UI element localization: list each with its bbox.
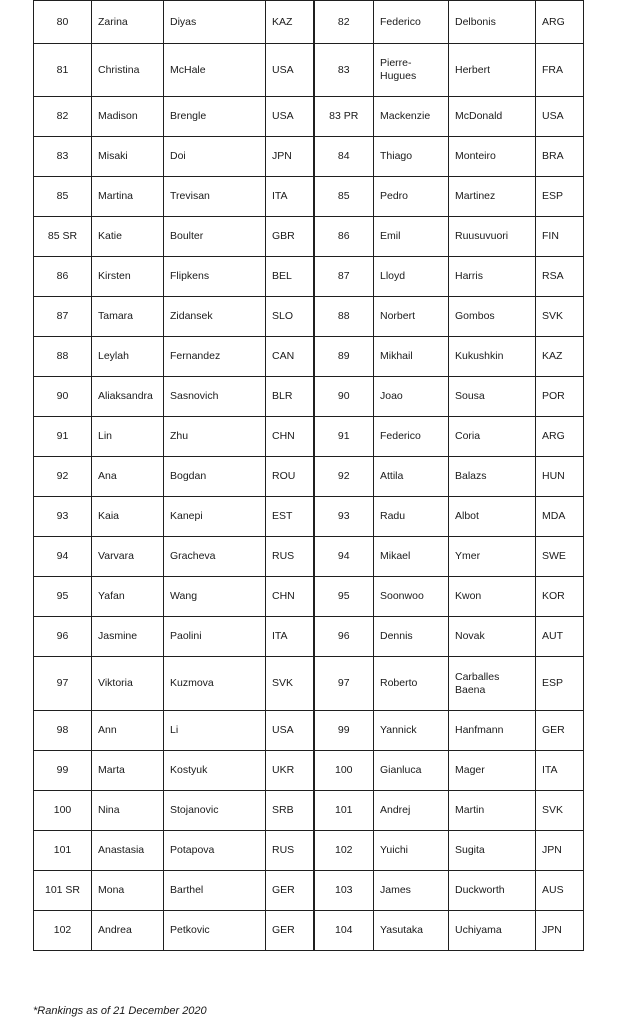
men-last-name-cell: Mager [449,751,536,791]
men-first-name-cell: Pedro [374,177,449,217]
men-first-name-cell: Thiago [374,137,449,177]
men-country-cell: BRA [536,137,584,177]
men-country-cell: ITA [536,751,584,791]
men-rank-cell: 91 [314,417,374,457]
table-row [34,97,584,137]
men-first-name-cell: Federico [374,1,449,44]
women-first-name-cell: Kirsten [92,257,164,297]
men-first-name-cell: Yuichi [374,831,449,871]
men-country-cell: SVK [536,297,584,337]
women-last-name-cell: Kuzmova [164,657,266,711]
table-row [34,657,584,711]
rankings-table-container [33,0,583,951]
men-country-cell: POR [536,377,584,417]
men-first-name-cell: Roberto [374,657,449,711]
women-last-name-cell: Petkovic [164,911,266,951]
women-country-cell: CHN [266,577,314,617]
men-first-name-cell: Mikhail [374,337,449,377]
women-first-name-cell: Nina [92,791,164,831]
men-country-cell: ESP [536,657,584,711]
women-rank-cell: 98 [34,711,92,751]
women-rank-cell: 90 [34,377,92,417]
table-row [34,44,584,97]
women-first-name-cell: Anastasia [92,831,164,871]
women-rank-cell: 101 [34,831,92,871]
women-last-name-cell: Wang [164,577,266,617]
women-country-cell: EST [266,497,314,537]
table-row [34,617,584,657]
men-last-name-cell: Albot [449,497,536,537]
table-row [34,137,584,177]
men-rank-cell: 87 [314,257,374,297]
women-country-cell: SRB [266,791,314,831]
men-last-name-cell: Uchiyama [449,911,536,951]
women-country-cell: ITA [266,617,314,657]
women-first-name-cell: Jasmine [92,617,164,657]
men-country-cell: KOR [536,577,584,617]
table-row [34,1,584,44]
men-country-cell: USA [536,97,584,137]
men-last-name-cell: Delbonis [449,1,536,44]
women-country-cell: SVK [266,657,314,711]
table-row [34,537,584,577]
men-first-name-cell: Joao [374,377,449,417]
women-first-name-cell: Leylah [92,337,164,377]
women-country-cell: CAN [266,337,314,377]
men-country-cell: MDA [536,497,584,537]
men-country-cell: RSA [536,257,584,297]
women-first-name-cell: Kaia [92,497,164,537]
women-rank-cell: 86 [34,257,92,297]
men-first-name-cell: Soonwoo [374,577,449,617]
table-row [34,791,584,831]
men-first-name-cell: Attila [374,457,449,497]
men-rank-cell: 86 [314,217,374,257]
men-last-name-cell: McDonald [449,97,536,137]
table-row [34,257,584,297]
women-rank-cell: 97 [34,657,92,711]
women-country-cell: GER [266,871,314,911]
women-rank-cell: 101 SR [34,871,92,911]
table-row [34,497,584,537]
table-row [34,871,584,911]
men-last-name-cell: Hanfmann [449,711,536,751]
women-last-name-cell: Paolini [164,617,266,657]
men-rank-cell: 96 [314,617,374,657]
men-rank-cell: 89 [314,337,374,377]
women-country-cell: RUS [266,831,314,871]
men-last-name-cell: Ruusuvuori [449,217,536,257]
men-last-name-cell: Kwon [449,577,536,617]
women-first-name-cell: Martina [92,177,164,217]
women-country-cell: BLR [266,377,314,417]
women-rank-cell: 80 [34,1,92,44]
women-first-name-cell: Ann [92,711,164,751]
women-first-name-cell: Varvara [92,537,164,577]
men-rank-cell: 100 [314,751,374,791]
women-last-name-cell: Bogdan [164,457,266,497]
women-rank-cell: 87 [34,297,92,337]
women-last-name-cell: Zhu [164,417,266,457]
men-last-name-cell: Martinez [449,177,536,217]
women-last-name-cell: Brengle [164,97,266,137]
women-rank-cell: 88 [34,337,92,377]
men-first-name-cell: Radu [374,497,449,537]
women-rank-cell: 94 [34,537,92,577]
men-last-name-cell: Harris [449,257,536,297]
men-last-name-cell: Duckworth [449,871,536,911]
men-first-name-cell: Emil [374,217,449,257]
men-first-name-cell: Yannick [374,711,449,751]
women-country-cell: KAZ [266,1,314,44]
women-last-name-cell: Gracheva [164,537,266,577]
men-first-name-cell: Yasutaka [374,911,449,951]
women-last-name-cell: Diyas [164,1,266,44]
table-row [34,417,584,457]
table-row [34,177,584,217]
men-last-name-cell: Novak [449,617,536,657]
rankings-table-body [34,1,584,951]
men-last-name-cell: Herbert [449,44,536,97]
women-rank-cell: 100 [34,791,92,831]
women-rank-cell: 96 [34,617,92,657]
men-last-name-cell: Martin [449,791,536,831]
women-rank-cell: 83 [34,137,92,177]
men-rank-cell: 99 [314,711,374,751]
men-last-name-cell: Balazs [449,457,536,497]
women-rank-cell: 95 [34,577,92,617]
men-first-name-cell: Lloyd [374,257,449,297]
women-country-cell: ROU [266,457,314,497]
women-first-name-cell: Zarina [92,1,164,44]
women-last-name-cell: Kanepi [164,497,266,537]
men-last-name-cell: Sousa [449,377,536,417]
men-rank-cell: 85 [314,177,374,217]
women-first-name-cell: Ana [92,457,164,497]
women-rank-cell: 91 [34,417,92,457]
women-rank-cell: 85 SR [34,217,92,257]
women-rank-cell: 81 [34,44,92,97]
men-rank-cell: 101 [314,791,374,831]
table-row [34,377,584,417]
men-first-name-cell: Federico [374,417,449,457]
women-country-cell: BEL [266,257,314,297]
women-last-name-cell: Li [164,711,266,751]
men-rank-cell: 88 [314,297,374,337]
men-last-name-cell: Carballes Baena [449,657,536,711]
women-first-name-cell: Madison [92,97,164,137]
men-rank-cell: 83 PR [314,97,374,137]
table-row [34,217,584,257]
men-rank-cell: 92 [314,457,374,497]
men-country-cell: AUS [536,871,584,911]
men-rank-cell: 84 [314,137,374,177]
women-country-cell: USA [266,711,314,751]
women-first-name-cell: Aliaksandra [92,377,164,417]
table-row [34,297,584,337]
table-row [34,711,584,751]
men-country-cell: SWE [536,537,584,577]
women-country-cell: GBR [266,217,314,257]
women-first-name-cell: Yafan [92,577,164,617]
men-last-name-cell: Sugita [449,831,536,871]
women-first-name-cell: Mona [92,871,164,911]
men-rank-cell: 93 [314,497,374,537]
women-rank-cell: 99 [34,751,92,791]
women-country-cell: USA [266,97,314,137]
men-country-cell: JPN [536,911,584,951]
women-country-cell: CHN [266,417,314,457]
women-first-name-cell: Viktoria [92,657,164,711]
men-last-name-cell: Kukushkin [449,337,536,377]
men-country-cell: HUN [536,457,584,497]
men-rank-cell: 102 [314,831,374,871]
table-row [34,911,584,951]
women-country-cell: JPN [266,137,314,177]
women-last-name-cell: Barthel [164,871,266,911]
men-country-cell: KAZ [536,337,584,377]
women-last-name-cell: Sasnovich [164,377,266,417]
women-first-name-cell: Andrea [92,911,164,951]
men-country-cell: ESP [536,177,584,217]
women-last-name-cell: Potapova [164,831,266,871]
women-first-name-cell: Lin [92,417,164,457]
table-row [34,831,584,871]
women-rank-cell: 85 [34,177,92,217]
men-last-name-cell: Ymer [449,537,536,577]
rankings-date-footnote: *Rankings as of 21 December 2020 [33,1005,207,1017]
men-rank-cell: 103 [314,871,374,911]
men-country-cell: SVK [536,791,584,831]
men-rank-cell: 104 [314,911,374,951]
women-last-name-cell: Fernandez [164,337,266,377]
rankings-table [33,0,584,951]
table-row [34,337,584,377]
women-rank-cell: 93 [34,497,92,537]
men-rank-cell: 97 [314,657,374,711]
men-last-name-cell: Monteiro [449,137,536,177]
men-country-cell: ARG [536,1,584,44]
men-rank-cell: 82 [314,1,374,44]
table-row [34,577,584,617]
women-last-name-cell: Stojanovic [164,791,266,831]
women-first-name-cell: Marta [92,751,164,791]
women-first-name-cell: Tamara [92,297,164,337]
men-first-name-cell: Mikael [374,537,449,577]
men-country-cell: FRA [536,44,584,97]
women-rank-cell: 102 [34,911,92,951]
men-country-cell: ARG [536,417,584,457]
women-country-cell: USA [266,44,314,97]
women-last-name-cell: Boulter [164,217,266,257]
men-first-name-cell: Andrej [374,791,449,831]
women-first-name-cell: Katie [92,217,164,257]
women-last-name-cell: McHale [164,44,266,97]
men-rank-cell: 94 [314,537,374,577]
men-first-name-cell: Mackenzie [374,97,449,137]
men-rank-cell: 83 [314,44,374,97]
table-row [34,457,584,497]
men-country-cell: AUT [536,617,584,657]
men-rank-cell: 95 [314,577,374,617]
women-country-cell: UKR [266,751,314,791]
women-country-cell: ITA [266,177,314,217]
men-first-name-cell: Norbert [374,297,449,337]
men-country-cell: FIN [536,217,584,257]
women-rank-cell: 92 [34,457,92,497]
table-row [34,751,584,791]
women-last-name-cell: Doi [164,137,266,177]
women-last-name-cell: Zidansek [164,297,266,337]
women-country-cell: SLO [266,297,314,337]
women-last-name-cell: Trevisan [164,177,266,217]
men-first-name-cell: James [374,871,449,911]
men-first-name-cell: Gianluca [374,751,449,791]
men-last-name-cell: Coria [449,417,536,457]
men-first-name-cell: Pierre- Hugues [374,44,449,97]
women-first-name-cell: Misaki [92,137,164,177]
women-first-name-cell: Christina [92,44,164,97]
women-last-name-cell: Kostyuk [164,751,266,791]
women-rank-cell: 82 [34,97,92,137]
men-country-cell: JPN [536,831,584,871]
men-rank-cell: 90 [314,377,374,417]
women-last-name-cell: Flipkens [164,257,266,297]
women-country-cell: GER [266,911,314,951]
women-country-cell: RUS [266,537,314,577]
men-first-name-cell: Dennis [374,617,449,657]
men-last-name-cell: Gombos [449,297,536,337]
men-country-cell: GER [536,711,584,751]
